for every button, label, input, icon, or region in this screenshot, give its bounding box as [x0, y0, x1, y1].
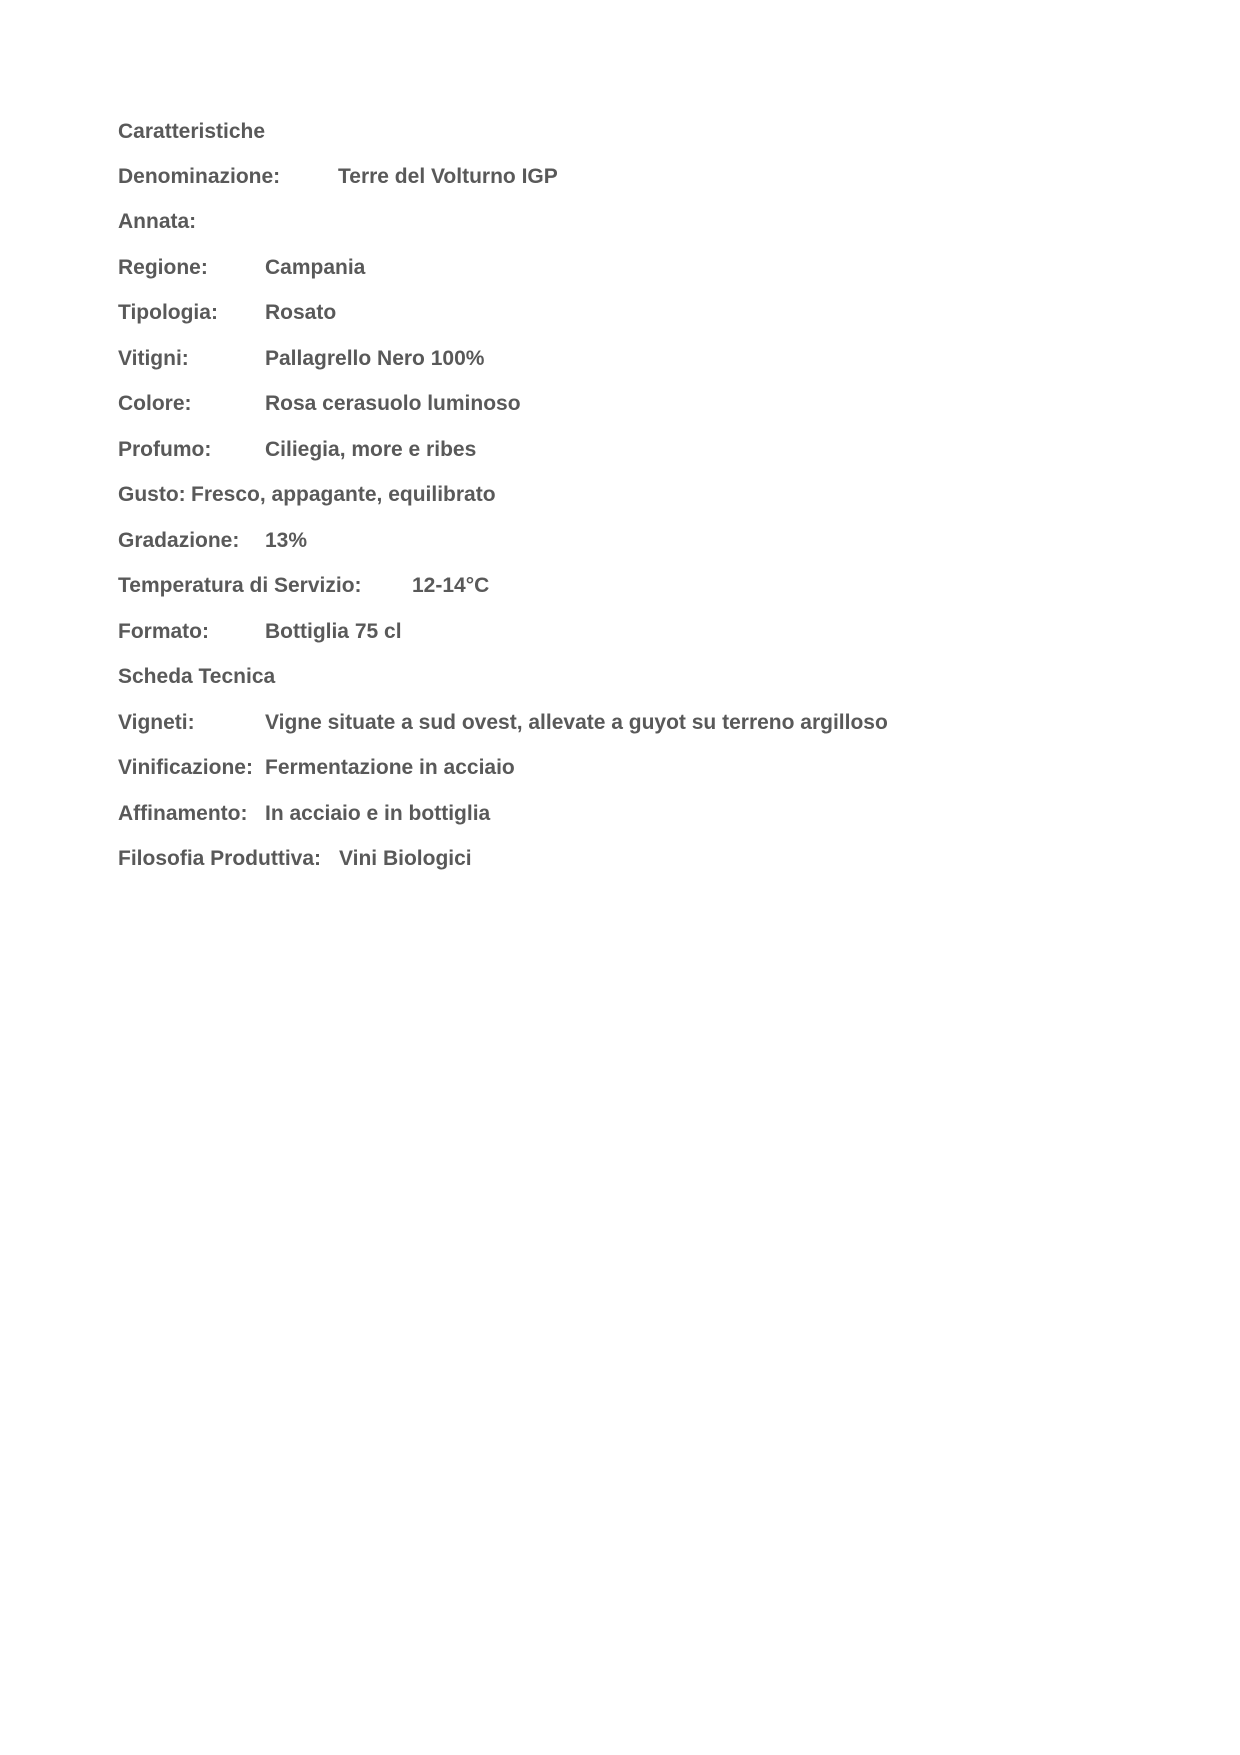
vinificazione-value: Fermentazione in acciaio: [265, 756, 515, 779]
section-heading-caratteristiche: Caratteristiche: [118, 120, 266, 143]
annata-label: Annata:: [118, 210, 197, 233]
regione-value: Campania: [265, 256, 366, 279]
temperatura-label: Temperatura di Servizio:: [118, 574, 362, 597]
vitigni-value: Pallagrello Nero 100%: [265, 347, 485, 370]
profumo-value: Ciliegia, more e ribes: [265, 438, 477, 461]
formato-label: Formato:: [118, 620, 209, 643]
denominazione-label: Denominazione:: [118, 165, 281, 188]
vinificazione-label: Vinificazione:: [118, 756, 253, 779]
gradazione-value: 13%: [265, 529, 308, 552]
vigneti-value: Vigne situate a sud ovest, allevate a guyot su terreno argilloso: [265, 711, 888, 734]
formato-value: Bottiglia 75 cl: [265, 620, 402, 643]
colore-label: Colore:: [118, 392, 192, 415]
tipologia-label: Tipologia:: [118, 301, 218, 324]
regione-label: Regione:: [118, 256, 208, 279]
affinamento-value: In acciaio e in bottiglia: [265, 802, 491, 825]
filosofia-label: Filosofia Produttiva:: [118, 847, 322, 870]
vigneti-label: Vigneti:: [118, 711, 195, 734]
filosofia-value: Vini Biologici: [339, 847, 472, 870]
gusto-label: Gusto:: [118, 483, 186, 506]
section-heading-scheda-tecnica: Scheda Tecnica: [118, 665, 276, 688]
profumo-label: Profumo:: [118, 438, 212, 461]
colore-value: Rosa cerasuolo luminoso: [265, 392, 521, 415]
gusto-value: Fresco, appagante, equilibrato: [191, 483, 496, 506]
vitigni-label: Vitigni:: [118, 347, 189, 370]
affinamento-label: Affinamento:: [118, 802, 248, 825]
gradazione-label: Gradazione:: [118, 529, 240, 552]
tipologia-value: Rosato: [265, 301, 337, 324]
temperatura-value: 12-14°C: [412, 574, 490, 597]
denominazione-value: Terre del Volturno IGP: [338, 165, 558, 188]
